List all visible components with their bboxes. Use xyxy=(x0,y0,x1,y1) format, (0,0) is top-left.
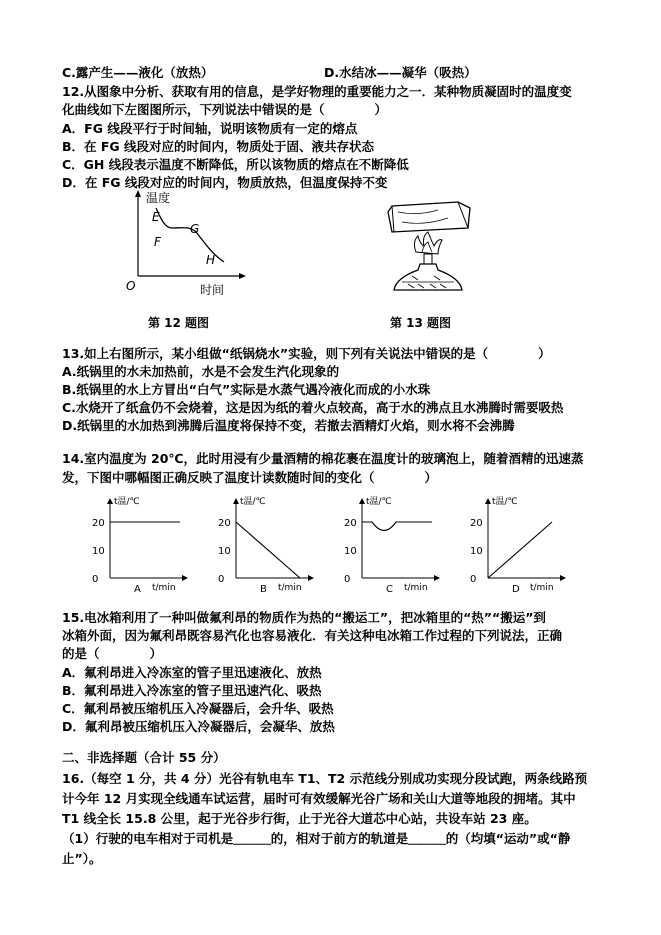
q16-line5: 止”）。 xyxy=(62,851,102,866)
graph-ylabel: t温/℃ xyxy=(114,497,140,507)
graph-label: B xyxy=(260,584,267,595)
q13-stem: 13.如上右图所示，某小组做“纸锅烧水”实验，则下列有关说法中错误的是（ ） xyxy=(62,346,551,361)
q12-option-d: D．在 FG 线段对应的时间内，物质放热，但温度保持不变 xyxy=(62,175,388,190)
q15-stem-line1: 15.电冰箱利用了一种叫做氟利昂的物质作为热的“搬运工”，把冰箱里的“热”“搬运”到 xyxy=(62,610,546,625)
tick-label: 20 xyxy=(470,518,483,529)
q13-paper-pot-illustration xyxy=(378,192,478,302)
tick-label: 0 xyxy=(470,574,477,585)
tick-label: 20 xyxy=(92,518,105,529)
y-axis-arrow xyxy=(485,498,491,504)
graph-a xyxy=(80,490,192,598)
curve xyxy=(236,522,300,578)
q11-option-d: D.水结冰——凝华（吸热） xyxy=(324,65,477,80)
q12-option-b: B．在 FG 线段对应的时间内，物质处于固、液共存状态 xyxy=(62,139,375,154)
q16-line2: 计今年 12 月实现全线通车试运营，届时可有效缓解光谷广场和关山大道等地段的拥堵。其中 xyxy=(62,791,576,806)
graph-xlabel: 时间 xyxy=(200,283,225,297)
graph-ylabel: t温/℃ xyxy=(240,497,266,507)
curve xyxy=(362,522,432,530)
point-e: E xyxy=(152,210,160,224)
tick-label: 10 xyxy=(218,546,231,557)
y-axis-arrow xyxy=(233,498,239,504)
q15-stem-line2: 冰箱外面，因为氟利昂既容易汽化也容易液化．有关这种电冰箱工作过程的下列说法，正确 xyxy=(62,628,563,643)
graph-label: D xyxy=(512,584,520,595)
y-axis-arrow xyxy=(359,498,365,504)
q12-stem-line1: 12.从图象中分析、获取有用的信息，是学好物理的重要能力之一．某种物质凝固时的温度变 xyxy=(62,84,572,99)
graph-c xyxy=(332,490,444,598)
y-axis-arrow xyxy=(135,190,141,197)
q14-stem-line2: 发，下图中哪幅图正确反映了温度计读数随时间的变化（ ） xyxy=(62,470,438,485)
tick-label: 0 xyxy=(92,574,99,585)
q15-option-a: A．氟利昂进入冷冻室的管子里迅速液化、放热 xyxy=(62,665,322,680)
q12-stem-line2: 化曲线如下左图图所示，下列说法中错误的是（ ） xyxy=(62,102,388,117)
graph-xlabel: t/min xyxy=(152,583,176,593)
graph-xlabel: t/min xyxy=(404,583,428,593)
q15-stem-line3: 的是（ ） xyxy=(62,646,163,661)
flame-icon xyxy=(414,232,442,254)
q12-option-a: A．FG 线段平行于时间轴，说明该物质有一定的熔点 xyxy=(62,121,358,136)
tick-label: 10 xyxy=(92,546,105,557)
q13-option-b: B.纸锅里的水上方冒出“白气”实际是水蒸气遇冷液化而成的小水珠 xyxy=(62,382,431,397)
paper-pot-icon xyxy=(388,202,470,232)
q15-option-d: D．氟利昂被压缩机压入冷凝器后，会凝华、放热 xyxy=(62,719,335,734)
alcohol-lamp-icon xyxy=(394,254,462,290)
graph-b xyxy=(206,490,318,598)
q13-option-c: C.水烧开了纸盒仍不会烧着，这是因为纸的着火点较高，高于水的沸点且水沸腾时需要吸热 xyxy=(62,400,564,415)
q14-stem-line1: 14.室内温度为 20℃，此时用浸有少量酒精的棉花裹在温度计的玻璃泡上，随着酒精的迅速蒸 xyxy=(62,451,584,466)
x-axis-arrow xyxy=(308,575,314,581)
q12-option-c: C．GH 线段表示温度不断降低，所以该物质的熔点在不断降低 xyxy=(62,157,409,172)
q16-line1: 16.（每空 1 分，共 4 分）光谷有轨电车 T1、T2 示范线分别成功实现分段试跑，两条线路预 xyxy=(62,771,588,786)
graph-ylabel: 温度 xyxy=(146,191,171,205)
y-axis-arrow xyxy=(107,498,113,504)
point-f: F xyxy=(154,235,161,249)
q13-figure-caption: 第 13 题图 xyxy=(390,316,452,330)
point-g: G xyxy=(190,222,200,236)
x-axis-arrow xyxy=(182,575,188,581)
q16-line4: （1）行驶的电车相对于司机是＿＿＿的，相对于前方的轨道是＿＿＿的（均填“运动”或“静 xyxy=(62,831,571,846)
tick-label: 10 xyxy=(470,546,483,557)
q15-option-b: B．氟利昂进入冷冻室的管子里迅速汽化、吸热 xyxy=(62,683,322,698)
tick-label: 0 xyxy=(344,574,351,585)
q13-option-d: D.纸锅里的水加热到沸腾后温度将保持不变，若撤去酒精灯火焰，则水将不会沸腾 xyxy=(62,418,515,433)
tick-label: 20 xyxy=(344,518,357,529)
graph-ylabel: t温/℃ xyxy=(366,497,392,507)
q11-option-c: C.露产生——液化（放热） xyxy=(62,65,214,80)
point-h: H xyxy=(206,253,216,267)
q16-line3: T1 线全长 15.8 公里，起于光谷步行街，止于光谷大道芯中心站，共设车站 23 座。 xyxy=(62,811,537,826)
x-axis-arrow xyxy=(239,273,246,279)
graph-label: C xyxy=(386,584,393,595)
graph-d xyxy=(458,490,570,598)
tick-label: 10 xyxy=(344,546,357,557)
graph-label: A xyxy=(134,584,141,595)
section2-title: 二、非选择题（合计 55 分） xyxy=(62,750,226,765)
graph-xlabel: t/min xyxy=(278,583,302,593)
graph-xlabel: t/min xyxy=(530,583,554,593)
graph-ylabel: t温/℃ xyxy=(492,497,518,507)
curve xyxy=(488,522,552,578)
origin-label: O xyxy=(126,279,136,293)
tick-label: 0 xyxy=(218,574,225,585)
q13-option-a: A.纸锅里的水未加热前，水是不会发生汽化现象的 xyxy=(62,364,340,379)
tick-label: 20 xyxy=(218,518,231,529)
q15-option-c: C．氟利昂被压缩机压入冷凝器后，会升华、吸热 xyxy=(62,701,334,716)
q12-figure-caption: 第 12 题图 xyxy=(148,316,210,330)
x-axis-arrow xyxy=(434,575,440,581)
q12-cooling-curve xyxy=(120,188,250,300)
x-axis-arrow xyxy=(560,575,566,581)
q14-graphs xyxy=(80,490,570,600)
